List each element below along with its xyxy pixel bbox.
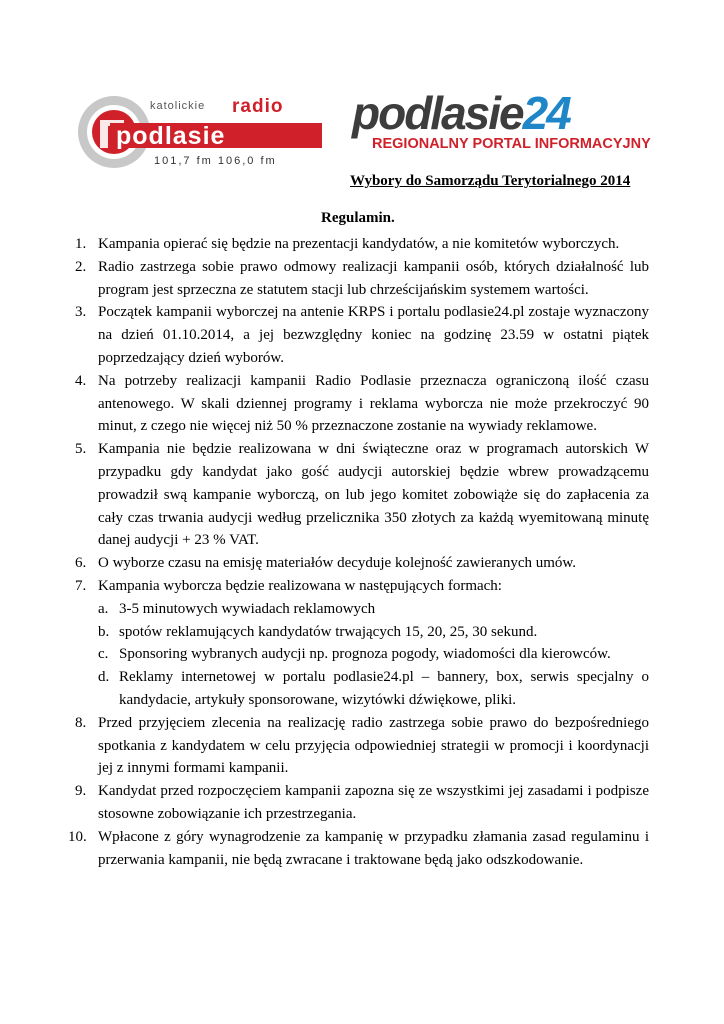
form-letter: c.: [98, 646, 109, 663]
rule-number: 4.: [75, 372, 87, 389]
rule-number: 5.: [75, 441, 87, 458]
podlasie24-logo: [352, 87, 651, 156]
rule-item: [68, 826, 649, 872]
form-text: Sponsoring wybranych audycji np. prognoza pogody, wiadomości dla kierowców.: [119, 646, 611, 663]
rule-number: 3.: [75, 304, 87, 321]
form-text: 3-5 minutowych wywiadach reklamowych: [119, 600, 376, 617]
rule-number: 8.: [75, 714, 87, 731]
form-letter: a.: [98, 600, 109, 617]
rule-text: Kampania opierać się będzie na prezentacji kandydatów, a nie komitetów wyborczych.: [98, 236, 620, 252]
form-letter: d.: [98, 669, 110, 686]
rule-number: 10.: [68, 828, 87, 845]
portal-tagline: REGIONALNY PORTAL INFORMACYJNY: [372, 136, 651, 152]
rule-text: Na potrzeby realizacji kampanii Radio Podlasie przeznacza ograniczoną ilość czasu antenowego. W skali dziennej programy i reklama wyborcza nie może przekroczyć 90 minut, z czego nie więcej niż 50 % przeznaczone zostanie na wywiady reklamowe.: [98, 372, 649, 435]
forms-list: [98, 598, 649, 712]
rule-item: [75, 780, 649, 826]
rule-item: [75, 552, 649, 575]
rule-number: 9.: [75, 783, 87, 800]
portal-name: [352, 87, 570, 139]
rule-item: [75, 301, 649, 369]
form-item: [98, 598, 649, 621]
form-text: Reklamy internetowej w portalu podlasie24.pl – bannery, box, serwis specjalny o kandydacie, artykuły sponsorowane, wizytówki dźwiękowe, pliki.: [119, 669, 649, 708]
portal-name-number: 24: [522, 87, 570, 139]
rule-item: [75, 233, 649, 256]
rule-number: 1.: [75, 236, 87, 252]
rule-number: 6.: [75, 555, 87, 572]
rule-text: Początek kampanii wyborczej na antenie KRPS i portalu podlasie24.pl zostaje wyznaczony na dzień 01.10.2014, a jej bezwzględny koniec na godzinę 23.59 w ostatni piątek poprzedzający dzień wyborów.: [98, 304, 649, 366]
rule-item: [75, 575, 649, 712]
rule-text: Wpłacone z góry wynagrodzenie za kampanię w przypadku złamania zasad regulaminu i przerwania kampanii, nie będą zwracane i traktowane będą jako odszkodowanie.: [98, 828, 649, 868]
rule-number: 7.: [75, 577, 87, 594]
rule-item: [75, 256, 649, 302]
katolickie-text: katolickie: [150, 100, 206, 112]
document-title: Regulamin.: [321, 210, 395, 226]
form-text: spotów reklamujących kandydatów trwających 15, 20, 25, 30 sekund.: [119, 623, 538, 640]
rule-text: O wyborze czasu na emisję materiałów decyduje kolejność zawieranych umów.: [98, 555, 577, 572]
form-letter: b.: [98, 623, 110, 640]
podlasie-text: podlasie: [116, 122, 226, 150]
rule-text: Kandydat przed rozpoczęciem kampanii zapozna się ze wszystkimi jej zasadami i podpisze stosowne zobowiązanie ich przestrzegania.: [98, 783, 649, 822]
rule-text: Kampania nie będzie realizowana w dni świąteczne oraz w programach autorskich W przypadku gdy kandydat jako gość audycji autorskiej będzie wbrew prowadzącemu prowadził swą kampanie wyborczą, on lub jego komitet zobowiąże się do zapłacenia za cały czas trwania audycji według przelicznika 350 złotych za każdą wyemitowaną minutę danej audycji + 23 % VAT.: [98, 441, 649, 549]
rules-list: [68, 233, 649, 871]
rule-item: [75, 438, 649, 552]
rule-text: Radio zastrzega sobie prawo odmowy realizacji kampanii osób, których działalność lub program jest sprzeczna ze statutem stacji lub chrześcijańskim systemem wartości.: [98, 258, 649, 298]
rule-number: 2.: [75, 258, 87, 275]
rule-text: Przed przyjęciem zlecenia na realizację radio zastrzega sobie prawo do bezpośredniego spotkania z kandydatem w celu przyjęcia odpowiedniej strategii w promocji i koordynacji jej z innymi formami kampanii.: [98, 714, 649, 777]
rule-item: [75, 712, 649, 780]
form-item: [98, 621, 649, 644]
radio-podlasie-logo: [76, 92, 322, 170]
form-item: [98, 643, 649, 666]
form-item: [98, 666, 649, 712]
document-heading: Wybory do Samorządu Terytorialnego 2014: [350, 173, 631, 189]
frequency-text: 101,7 fm 106,0 fm: [154, 155, 277, 167]
portal-name-main: podlasie: [352, 87, 523, 139]
rule-text: Kampania wyborcza będzie realizowana w następujących formach:: [98, 577, 502, 594]
radio-text: radio: [232, 96, 284, 117]
rule-item: [75, 370, 649, 438]
